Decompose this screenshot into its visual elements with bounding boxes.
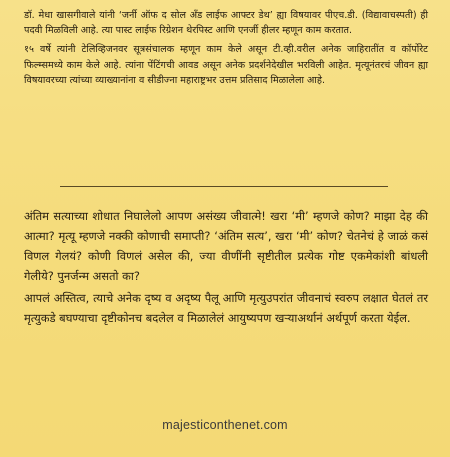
section-divider: [60, 186, 388, 187]
book-blurb-paragraph: आपलं अस्तित्व, त्याचे अनेक दृष्य व अदृष्य पैलू आणि मृत्युउपरांत जीवनाचं स्वरुप लक्षात घेतलं तर मृत्युकडे बघण्याचा दृष्टीकोनच बदलेल व मिळालेलं आयुष्यपण खऱ्याअर्थानं अर्थपूर्ण करता येईल.: [24, 291, 428, 325]
book-blurb-paragraph: अंतिम सत्याच्या शोधात निघालेलो आपण असंख्य जीवात्मे! खरा ‘मी’ म्हणजे कोण? माझा देह की आत्मा? मृत्यू म्हणजे नक्की कोणाची समाप्ती? ‘अंतिम सत्य’, खरा ‘मी’ कोण? चेतनेचं हे जाळं कसं विणल गेलयं? कोणी विणलं असेल की, ज्या वीणींनी सृष्टीतील प्रत्येक गोष्ट एकमेकांशी बांधली गेलीये? पुनर्जन्म असतो का?: [24, 209, 428, 283]
author-bio: [24, 8, 428, 92]
publisher-website: majesticonthenet.com: [162, 418, 288, 432]
author-bio-paragraph: डॉ. मेधा खासगीवाले यांनी ‘जर्नी ऑफ द सोल अँड लाईफ आफ्टर डेथ’ ह्या विषयावर पीएच.डी. (विद्यावाचस्पती) ही पदवी मिळविली आहे. त्या पास्ट लाईफ रिग्रेशन थेरपिस्ट आणि एनर्जी हीलर म्हणून काम करतात.: [24, 10, 428, 37]
author-bio-paragraph: १५ वर्षे त्यांनी टेलिव्हिजनवर सूत्रसंचालक म्हणून काम केले असून टी.व्ही.वरील अनेक जाहिरातींत व कॉर्पोरेट फिल्म्समध्ये काम केले आहे. त्यांना पेंटिंगची आवड असून अनेक प्रदर्शनेदेखील भरविली आहेत. मृत्यूनंतरचं जीवन ह्या विषयावरच्या त्यांच्या व्याख्यानांना व सीडीज्ना महाराष्ट्रभर उत्तम प्रतिसाद मिळालेला आहे.: [24, 44, 428, 86]
book-blurb: [24, 206, 428, 330]
